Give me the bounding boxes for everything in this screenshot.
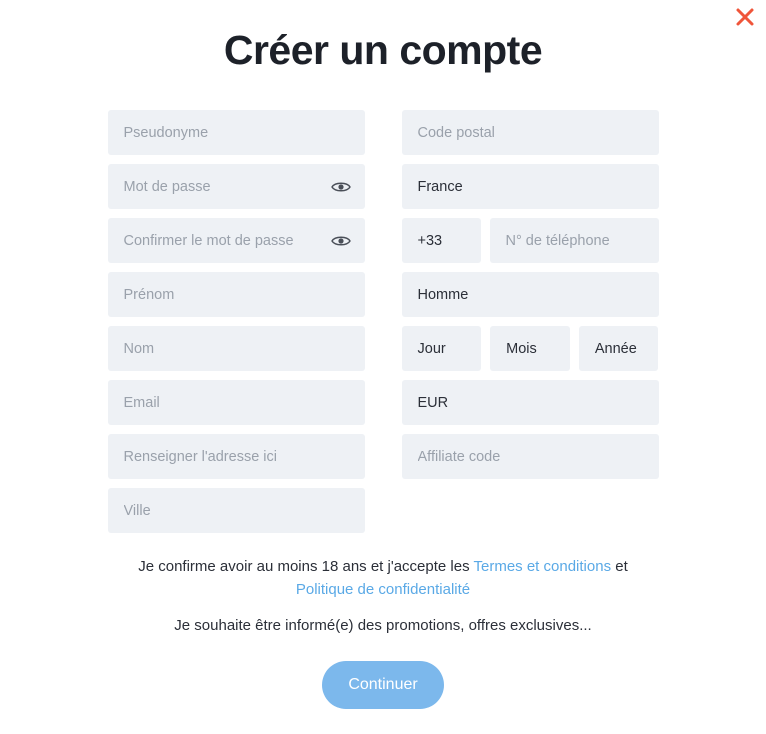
confirm-password-field[interactable] — [108, 218, 365, 263]
submit-row — [0, 661, 766, 709]
privacy-link[interactable]: Politique de confidentialité — [295, 581, 471, 599]
form-left-column — [108, 110, 365, 533]
phone-row — [402, 218, 659, 263]
firstname-input[interactable] — [124, 272, 349, 317]
confirm-password-input[interactable] — [124, 218, 349, 263]
form-right-column — [402, 110, 659, 533]
password-field[interactable] — [108, 164, 365, 209]
page-title: Créer un compte — [223, 27, 543, 73]
legal-text — [113, 555, 653, 637]
promotions-text: Je souhaite être informé(e) des promotions, offres exclusives... — [174, 616, 592, 634]
postal-code-input[interactable] — [418, 110, 643, 155]
lastname-input[interactable] — [124, 326, 349, 371]
phone-number-input[interactable] — [506, 218, 643, 263]
legal-line1-prefix: Je confirme avoir au moins 18 ans et j'accepte les — [138, 558, 474, 576]
affiliate-code-input[interactable] — [418, 434, 643, 479]
birth-day-select[interactable]: Jour — [402, 326, 482, 371]
legal-and: et — [611, 558, 628, 576]
birth-month-select[interactable]: Mois — [490, 326, 570, 371]
gender-select[interactable]: Homme — [402, 272, 659, 317]
eye-icon[interactable] — [331, 180, 351, 194]
registration-form — [0, 110, 766, 533]
lastname-field[interactable] — [108, 326, 365, 371]
terms-link[interactable]: Termes et conditions — [473, 558, 612, 576]
close-icon — [734, 6, 756, 28]
country-select[interactable]: France — [402, 164, 659, 209]
nickname-field[interactable] — [108, 110, 365, 155]
close-button[interactable] — [734, 6, 756, 28]
phone-number-field[interactable] — [490, 218, 659, 263]
address-field[interactable] — [108, 434, 365, 479]
firstname-field[interactable] — [108, 272, 365, 317]
email-field[interactable] — [108, 380, 365, 425]
city-input[interactable] — [124, 488, 349, 533]
eye-icon[interactable] — [331, 234, 351, 248]
affiliate-code-field[interactable] — [402, 434, 659, 479]
continue-button[interactable]: Continuer — [322, 661, 444, 709]
birthdate-row — [402, 326, 659, 371]
password-input[interactable] — [124, 164, 349, 209]
currency-select[interactable]: EUR — [402, 380, 659, 425]
nickname-input[interactable] — [124, 110, 349, 155]
city-field[interactable] — [108, 488, 365, 533]
email-input[interactable] — [124, 380, 349, 425]
phone-prefix-select[interactable]: +33 — [402, 218, 481, 263]
postal-code-field[interactable] — [402, 110, 659, 155]
birth-year-select[interactable]: Année — [579, 326, 659, 371]
address-input[interactable] — [124, 434, 349, 479]
